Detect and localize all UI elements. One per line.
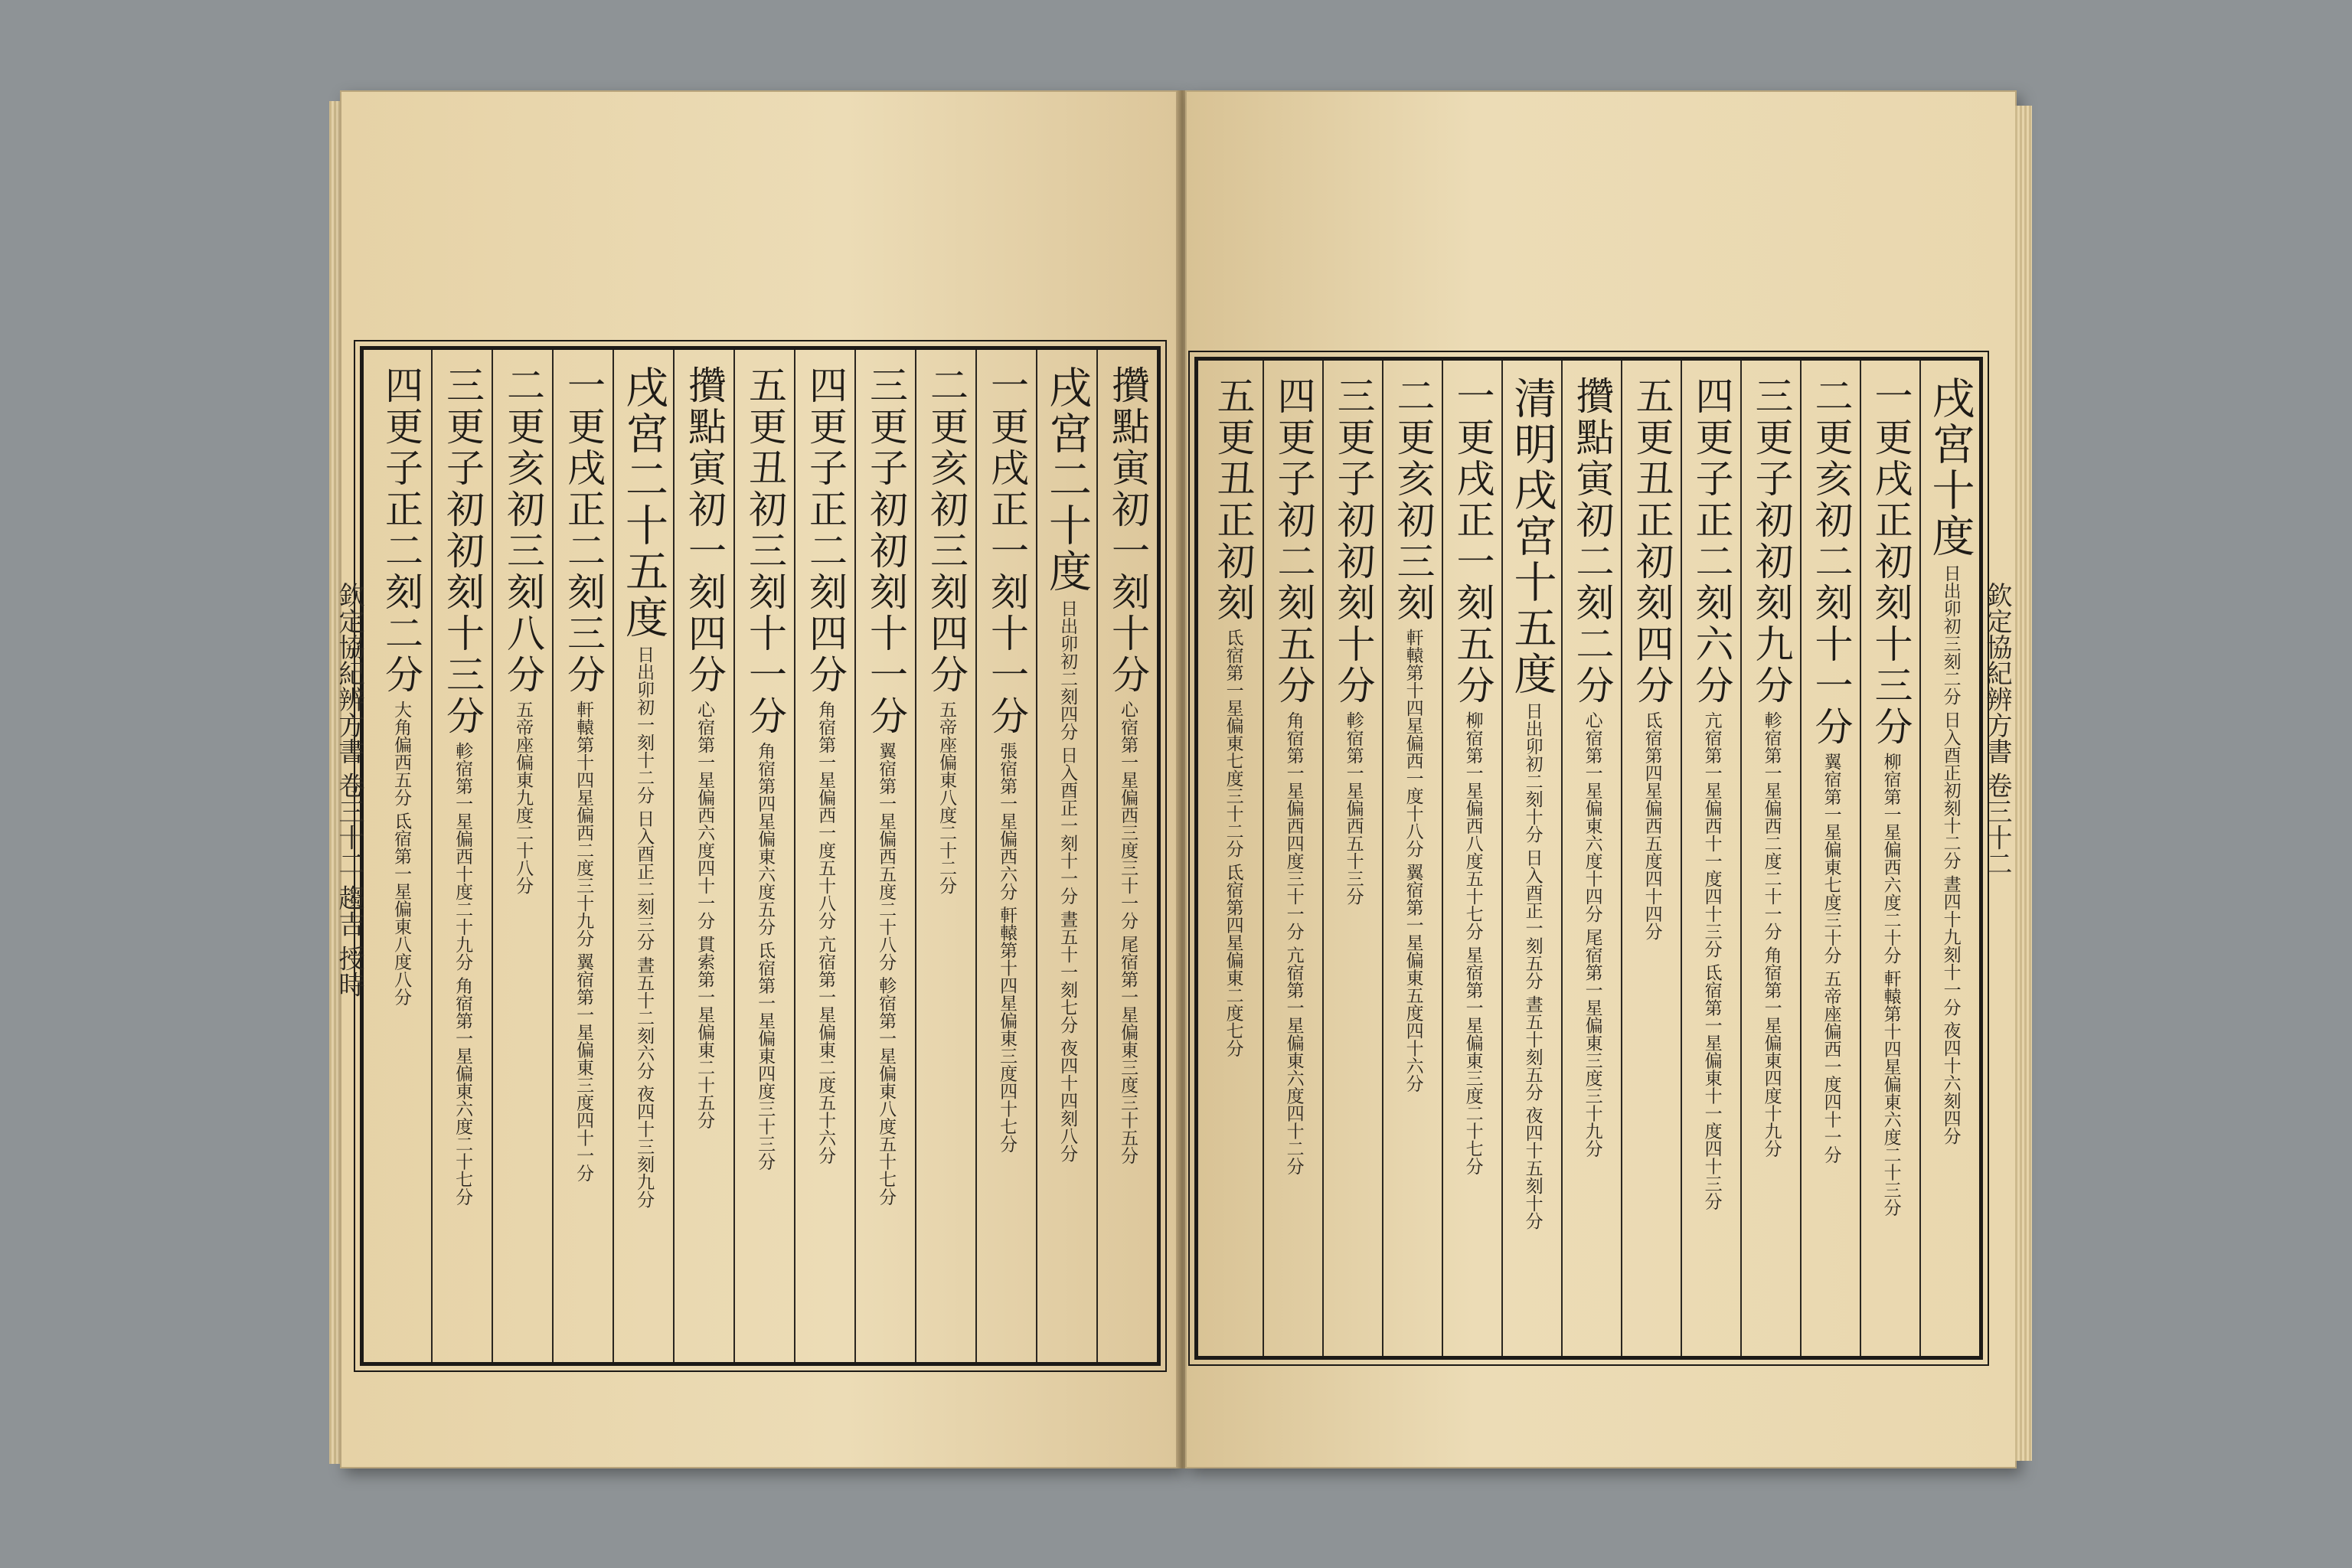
column-main-text: 一更戌正二刻三分	[561, 365, 606, 696]
column-annotation: 翼宿第一星偏西五度二十八分 軫宿第一星偏東八度五十七分	[876, 742, 897, 1206]
column-annotation: 軒轅第十四星偏西二度三十九分 翼宿第一星偏東三度四十一分	[573, 701, 594, 1182]
column-annotation: 氐宿第一星偏東七度三十二分 氐宿第四星偏東二度七分	[1223, 629, 1243, 1057]
left-page-column	[794, 350, 854, 1362]
column-annotation: 五帝座偏東八度二十二分	[936, 701, 957, 894]
column-main-text: 攢點寅初二刻二分	[1570, 376, 1615, 707]
right-page-column	[1800, 361, 1860, 1356]
column-annotation: 軫宿第一星偏西二度二十一分 角宿第一星偏東四度十九分	[1761, 711, 1782, 1158]
column-annotation: 軒轅第十四星偏西一度十八分 翼宿第一星偏東五度四十六分	[1403, 629, 1423, 1093]
right-page-column	[1501, 361, 1561, 1356]
column-annotation: 翼宿第一星偏東七度三十分 五帝座偏西一度四十一分	[1821, 753, 1841, 1164]
right-page-column	[1442, 361, 1501, 1356]
left-page-column	[975, 350, 1036, 1362]
column-main-text: 一更戌正初刻十三分	[1868, 376, 1913, 748]
column-main-text: 戌宮十度	[1925, 376, 1975, 560]
column-main-text: 四更子正二刻二分	[379, 365, 423, 696]
column-annotation: 五帝座偏東九度二十八分	[513, 701, 534, 894]
right-page-edge-title: 欽定協紀辨方書 卷三十二	[1981, 582, 2012, 877]
right-page-column	[1561, 361, 1621, 1356]
left-page-column	[492, 350, 552, 1362]
column-main-text: 五更丑正初刻	[1210, 376, 1256, 624]
right-page-column	[1203, 361, 1263, 1356]
column-main-text: 五更丑正初刻四分	[1629, 376, 1674, 707]
column-annotation: 日出卯初二刻四分 日入酉正一刻十一分 晝五十一刻七分 夜四十四刻八分	[1057, 599, 1078, 1162]
column-main-text: 二更亥初三刻八分	[501, 365, 545, 696]
column-main-text: 一更戌正一刻五分	[1450, 376, 1495, 707]
right-page-edges	[2015, 106, 2032, 1461]
right-page-column	[1919, 361, 1979, 1356]
left-page-column	[371, 350, 431, 1362]
right-page-column	[1322, 361, 1382, 1356]
column-annotation: 亢宿第一星偏西十一度四十三分 氐宿第一星偏東十一度四十三分	[1701, 711, 1722, 1210]
right-page-column	[1382, 361, 1442, 1356]
right-text-frame	[1194, 357, 1983, 1360]
column-main-text: 三更子初初刻十分	[1331, 376, 1376, 707]
right-page-column	[1621, 361, 1681, 1356]
left-page-column	[431, 350, 492, 1362]
column-annotation: 柳宿第一星偏西八度五十七分 星宿第一星偏東三度二十七分	[1462, 711, 1483, 1175]
column-main-text: 攢點寅初一刻四分	[682, 365, 727, 696]
column-annotation: 心宿第一星偏東六度十四分 尾宿第一星偏東三度三十九分	[1582, 711, 1602, 1158]
column-annotation: 柳宿第一星偏西六度二十分 軒轅第十四星偏東六度二十三分	[1880, 753, 1901, 1217]
column-annotation: 大角偏西五分 氐宿第一星偏東八度八分	[391, 701, 412, 1006]
left-page-edge-title: 欽定協紀辨方書 卷三十二 趨吉 授時	[334, 582, 364, 998]
column-main-text: 四更子初二刻五分	[1271, 376, 1316, 707]
column-main-text: 三更子初初刻十一分	[864, 365, 908, 737]
left-page-column	[915, 350, 975, 1362]
column-annotation: 心宿第一星偏西六度四十一分 貫索第一星偏東二十五分	[694, 701, 715, 1129]
column-main-text: 五更丑初三刻十一分	[743, 365, 787, 737]
left-page-column	[1096, 350, 1157, 1362]
column-annotation: 心宿第一星偏西三度三十一分 尾宿第一星偏東三度三十五分	[1118, 701, 1138, 1165]
column-main-text: 攢點寅初一刻十分	[1106, 365, 1150, 696]
column-annotation: 角宿第四星偏東六度五分 氐宿第一星偏東四度三十三分	[755, 742, 776, 1171]
left-page-column	[673, 350, 733, 1362]
right-page-column	[1740, 361, 1800, 1356]
column-main-text: 二更亥初三刻	[1390, 376, 1436, 624]
right-page-column	[1860, 361, 1919, 1356]
column-annotation: 角宿第一星偏西四度三十一分 亢宿第一星偏東六度四十二分	[1283, 711, 1304, 1175]
left-page-column	[1036, 350, 1096, 1362]
left-page-column	[612, 350, 673, 1362]
column-main-text: 三更子初初刻十三分	[440, 365, 485, 737]
left-page-column	[552, 350, 612, 1362]
column-main-text: 四更子正二刻四分	[803, 365, 848, 696]
column-annotation: 角宿第一星偏西一度五十八分 亢宿第一星偏東二度五十六分	[815, 701, 836, 1165]
column-main-text: 二更亥初三刻四分	[924, 365, 969, 696]
column-annotation: 氐宿第四星偏西五度四十四分	[1642, 711, 1662, 940]
left-page-column	[733, 350, 794, 1362]
column-main-text: 戌宮二十度	[1042, 365, 1093, 595]
column-main-text: 清明戌宮十五度	[1507, 376, 1557, 697]
column-main-text: 三更子初初刻九分	[1749, 376, 1794, 707]
right-page-column	[1263, 361, 1322, 1356]
column-annotation: 軫宿第一星偏西十度二十九分 角宿第一星偏東六度二十七分	[452, 742, 473, 1206]
left-page-column	[854, 350, 915, 1362]
column-annotation: 日出卯初二刻十分 日入酉正一刻五分 晝五十刻五分 夜四十五刻十分	[1522, 702, 1543, 1230]
column-annotation: 軫宿第一星偏西五十三分	[1343, 711, 1364, 905]
column-main-text: 一更戌正一刻十一分	[985, 365, 1029, 737]
right-page-column	[1681, 361, 1740, 1356]
left-text-frame	[360, 346, 1161, 1366]
column-annotation: 日出卯初一刻十二分 日入酉正二刻三分 晝五十二刻六分 夜四十三刻九分	[634, 645, 655, 1208]
column-annotation: 日出卯初三刻二分 日入酉正初刻十二分 晝四十九刻十一分 夜四十六刻四分	[1940, 564, 1961, 1145]
column-main-text: 四更子正二刻六分	[1689, 376, 1734, 707]
column-main-text: 二更亥初二刻十一分	[1808, 376, 1854, 748]
column-annotation: 張宿第一星偏西六分 軒轅第十四星偏東三度四十七分	[997, 742, 1018, 1153]
column-main-text: 戌宮二十五度	[619, 365, 669, 641]
